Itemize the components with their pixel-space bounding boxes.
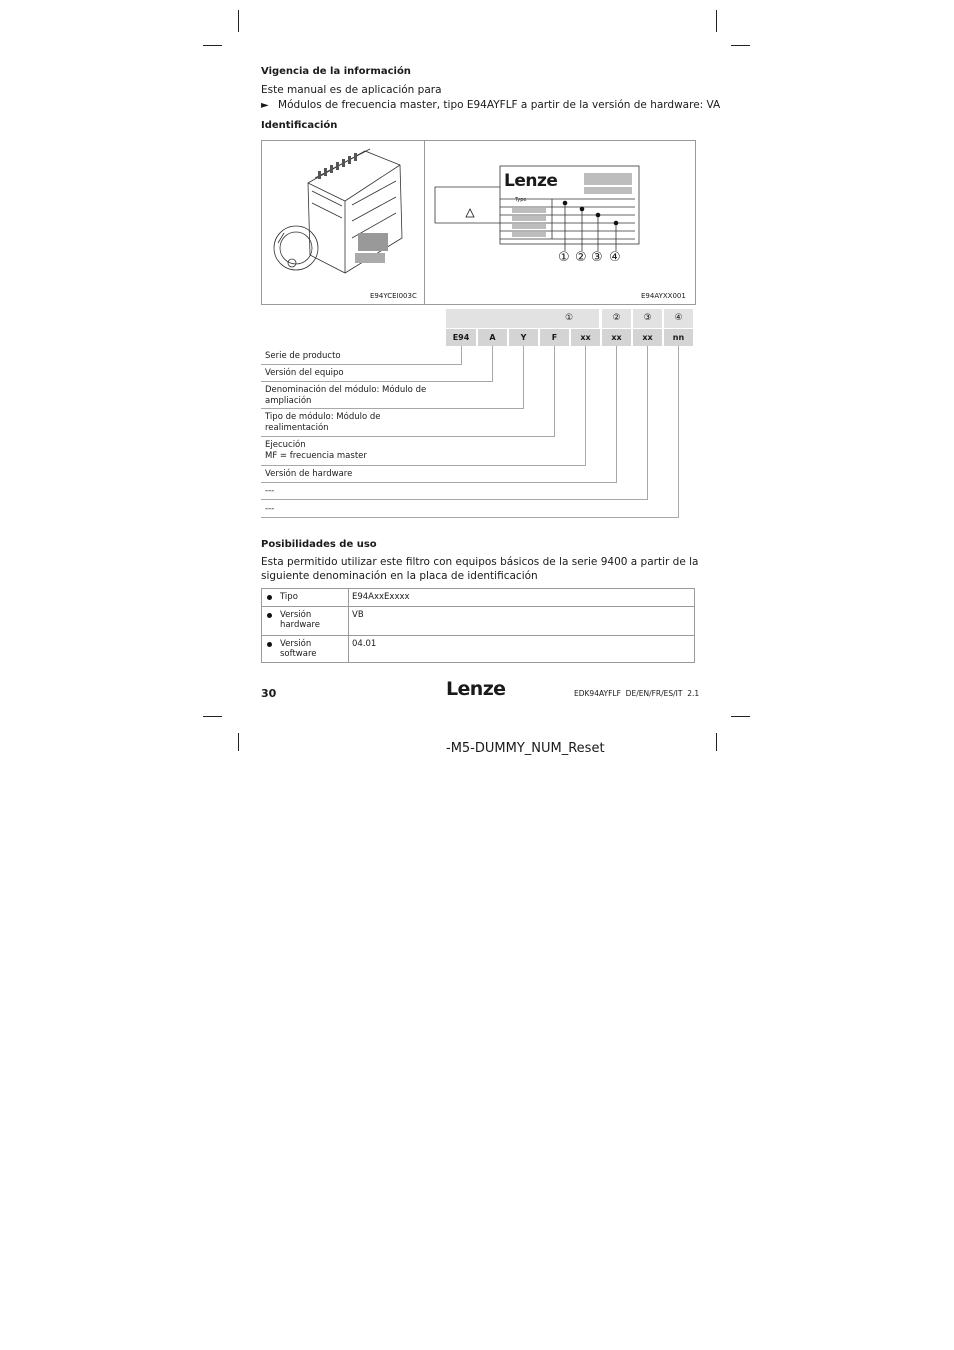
connector-line bbox=[647, 346, 648, 500]
figure-left-code: E94YCEI003C bbox=[370, 292, 417, 300]
table-value-cell: E94AxxExxxx bbox=[349, 589, 695, 607]
table-row bbox=[262, 589, 695, 607]
type-code-cell: nn bbox=[664, 329, 693, 346]
description-rule bbox=[261, 517, 679, 518]
crop-mark bbox=[238, 733, 239, 751]
type-code-cell: Y bbox=[509, 329, 538, 346]
table-row bbox=[262, 607, 695, 636]
module-illustration bbox=[270, 143, 420, 288]
connector-line bbox=[585, 346, 586, 466]
description-rule bbox=[261, 364, 462, 365]
nameplate-type-label: Type bbox=[515, 197, 527, 203]
description-rule bbox=[261, 499, 648, 500]
connector-line bbox=[523, 346, 524, 409]
type-code-cell: xx bbox=[571, 329, 600, 346]
description-rule bbox=[261, 381, 493, 382]
type-code-description: Tipo de módulo: Módulo de realimentación bbox=[265, 412, 381, 433]
type-code-description: --- bbox=[265, 504, 275, 514]
footer-doc-code: EDK94AYFLF DE/EN/FR/ES/IT 2.1 bbox=[574, 689, 700, 698]
type-code-header-2: ② bbox=[602, 309, 631, 328]
connector-line bbox=[678, 346, 679, 518]
type-code-header-1: ① bbox=[539, 309, 599, 328]
crop-mark bbox=[238, 10, 239, 32]
row-label: Versión software bbox=[280, 639, 317, 659]
table-label-cell bbox=[262, 607, 349, 636]
crop-mark bbox=[203, 716, 222, 717]
page-number: 30 bbox=[261, 687, 277, 700]
figure-right-code: E94AYXX001 bbox=[641, 292, 686, 300]
crop-mark bbox=[716, 733, 717, 751]
compatibility-table bbox=[261, 588, 695, 663]
validity-intro: Este manual es de aplicación para bbox=[261, 84, 442, 96]
callout-3: ③ bbox=[591, 250, 603, 265]
table-label-cell bbox=[262, 589, 349, 607]
type-code-description: Serie de producto bbox=[265, 351, 341, 361]
dummy-marker-text: -M5-DUMMY_NUM_Reset bbox=[446, 741, 605, 756]
type-code-cell: E94 bbox=[446, 329, 476, 346]
validity-bullet bbox=[261, 99, 720, 111]
type-code-header-4: ④ bbox=[664, 309, 693, 328]
row-label: Tipo bbox=[280, 592, 298, 602]
callout-4: ④ bbox=[609, 250, 621, 265]
crop-mark bbox=[716, 10, 717, 32]
validity-bullet-text: Módulos de frecuencia master, tipo E94AYFLF a partir de la versión de hardware: VA bbox=[278, 99, 721, 111]
description-rule bbox=[261, 436, 555, 437]
type-code-description: --- bbox=[265, 486, 275, 496]
connector-line bbox=[492, 346, 493, 382]
type-code-description: Versión de hardware bbox=[265, 469, 353, 479]
triangle-bullet-icon: ► bbox=[261, 100, 269, 111]
bullet-icon bbox=[267, 595, 272, 600]
use-text: Esta permitido utilizar este filtro con equipos básicos de la serie 9400 a partir de la siguiente denominación en la placa de identificación bbox=[261, 556, 699, 582]
bullet-icon bbox=[267, 613, 272, 618]
description-rule bbox=[261, 408, 524, 409]
bullet-icon bbox=[267, 642, 272, 647]
table-value-cell: VB bbox=[349, 607, 695, 636]
callout-2: ② bbox=[575, 250, 587, 265]
type-code-description: Ejecución MF = frecuencia master bbox=[265, 440, 367, 461]
type-code-description: Versión del equipo bbox=[265, 368, 344, 378]
description-rule bbox=[261, 482, 617, 483]
table-row bbox=[262, 636, 695, 663]
crop-mark bbox=[731, 45, 750, 46]
connector-line bbox=[461, 346, 462, 365]
type-code-header-3: ③ bbox=[633, 309, 662, 328]
connector-line bbox=[554, 346, 555, 437]
table-label-cell bbox=[262, 636, 349, 663]
row-label: Versión hardware bbox=[280, 610, 321, 630]
callout-1: ① bbox=[558, 250, 570, 265]
type-code-cell: F bbox=[540, 329, 569, 346]
use-heading: Posibilidades de uso bbox=[261, 539, 377, 550]
type-code-cell: xx bbox=[633, 329, 662, 346]
figure-divider bbox=[424, 140, 425, 304]
connector-line bbox=[616, 346, 617, 483]
crop-mark bbox=[203, 45, 222, 46]
table-value-cell: 04.01 bbox=[349, 636, 695, 663]
type-code-cell: xx bbox=[602, 329, 631, 346]
identification-heading: Identificación bbox=[261, 120, 338, 131]
crop-mark bbox=[731, 716, 750, 717]
footer-brand-logo: Lenze bbox=[446, 678, 506, 700]
type-code-cell: A bbox=[478, 329, 507, 346]
type-code-description: Denominación del módulo: Módulo de ampliación bbox=[265, 385, 427, 406]
description-rule bbox=[261, 465, 586, 466]
validity-heading: Vigencia de la información bbox=[261, 66, 411, 77]
nameplate-brand: Lenze bbox=[504, 171, 558, 191]
